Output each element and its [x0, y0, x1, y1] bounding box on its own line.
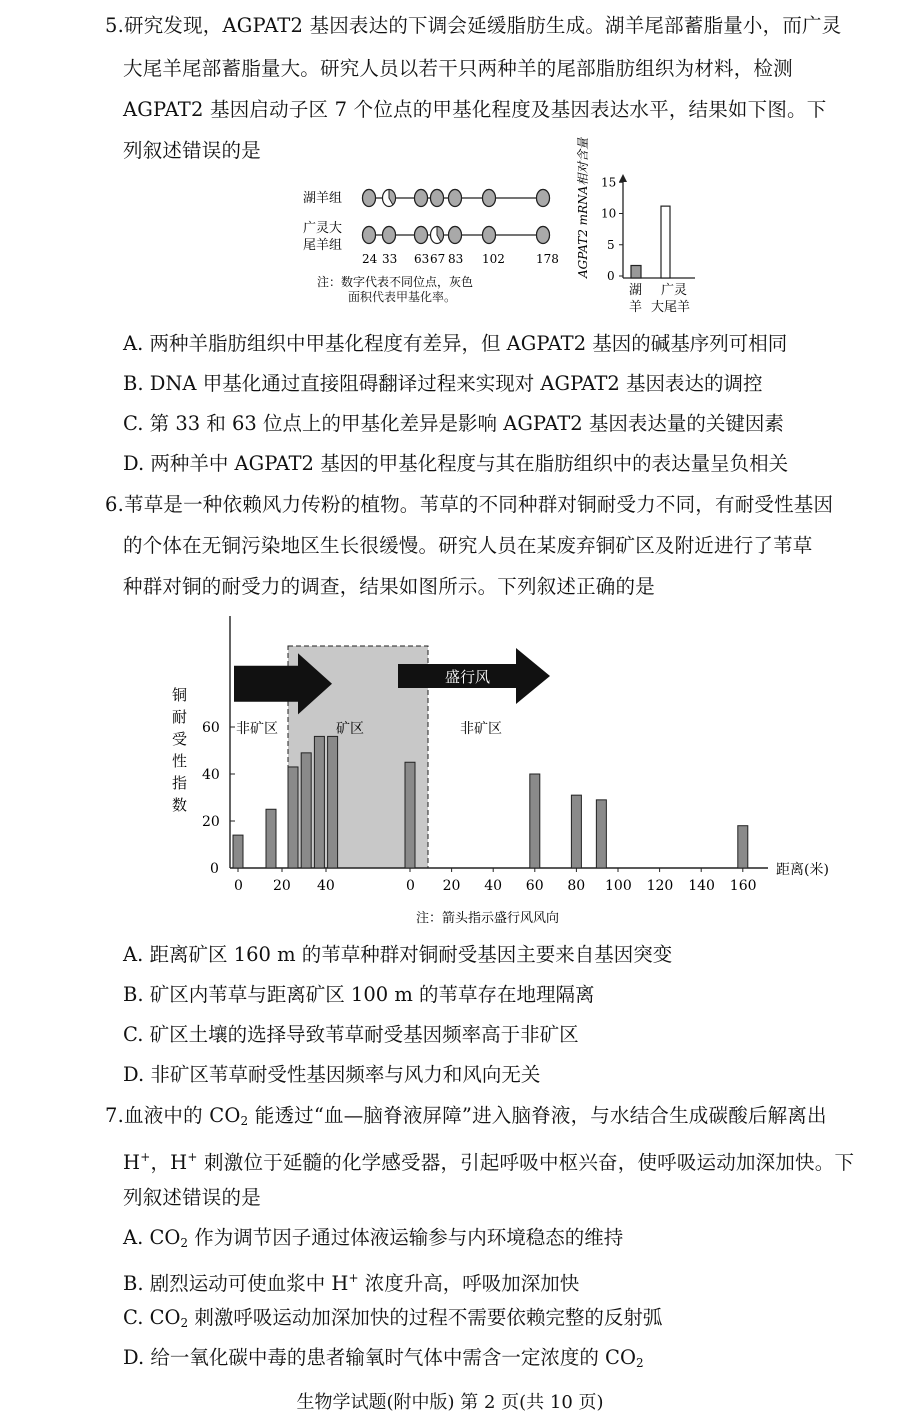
q6-line-1: 苇草是一种依赖风力传粉的植物。苇草的不同种群对铜耐受力不同，有耐受性基因 — [124, 493, 834, 516]
y-tick-label: 40 — [202, 767, 220, 783]
q7-number: 7. — [105, 1104, 125, 1127]
site-position-label: 63 — [414, 252, 430, 266]
y-tick-label: 20 — [202, 814, 220, 830]
q5-line-1: 研究发现，AGPAT2 基因表达的下调会延缓脂肪生成。湖羊尾部蓄脂量小，而广灵 — [124, 14, 842, 37]
q6-option-d: D. 非矿区苇草耐受性基因频率与风力和风向无关 — [123, 1063, 541, 1086]
tolerance-bar — [328, 736, 338, 868]
tolerance-bar — [571, 795, 581, 868]
mrna-tick-label: 15 — [601, 175, 617, 190]
y-label-char: 数 — [172, 796, 188, 814]
tolerance-bar — [405, 762, 415, 868]
x-tick-label: 40 — [317, 878, 335, 894]
q7-option-c: C. $CO_2$ 刺激呼吸运动加深加快的过程不需要依赖完整的反射弧 — [123, 1306, 663, 1330]
site-position-label: 102 — [482, 252, 505, 266]
tolerance-bar — [266, 809, 276, 868]
q6-number: 6. — [105, 493, 125, 516]
q7-line-3: 列叙述错误的是 — [123, 1186, 261, 1209]
methylation-site — [383, 190, 396, 207]
tolerance-bar — [738, 826, 748, 868]
q6-line-2: 的个体在无铜污染地区生长很缓慢。研究人员在某废弃铜矿区及附近进行了苇草 — [123, 534, 813, 557]
q6-option-a: A. 距离矿区 160 m 的苇草种群对铜耐受基因主要来自基因突变 — [123, 943, 673, 966]
q5-line-3: AGPAT2 基因启动子区 7 个位点的甲基化程度及基因表达水平，结果如下图。下 — [123, 98, 827, 121]
y-axis-label — [172, 686, 187, 814]
mrna-tick-label: 5 — [607, 237, 615, 252]
methylation-site — [537, 227, 550, 244]
x-tick-label: 0 — [234, 878, 243, 894]
q7-option-a: A. $CO_2$ 作为调节因子通过体液运输参与内环境稳态的维持 — [123, 1226, 624, 1250]
site-position-label: 83 — [448, 252, 464, 266]
tolerance-bar — [233, 835, 243, 868]
q7-option-b: B. 剧烈运动可使血浆中 H+ 浓度升高，呼吸加深加快 — [123, 1271, 580, 1295]
figure-note-line-2: 面积代表甲基化率。 — [348, 290, 457, 304]
methylation-site — [363, 190, 376, 207]
tolerance-bar — [596, 800, 606, 868]
q5-option-a: A. 两种羊脂肪组织中甲基化程度有差异，但 AGPAT2 基因的碱基序列可相同 — [123, 332, 788, 355]
q7-option-d: D. 给一氧化碳中毒的患者输氧时气体中需含一定浓度的 $CO_2$ — [123, 1346, 644, 1370]
methylation-site — [415, 190, 428, 207]
mrna-x1-l2: 羊 — [629, 300, 643, 315]
methylation-site — [431, 227, 444, 244]
q7-line-1: 血液中的 $CO_2$ 能透过“血—脑脊液屏障”进入脑脊液，与水结合生成碳酸后解离出 — [124, 1104, 827, 1128]
methylation-site — [449, 227, 462, 244]
q5-option-b: B. DNA 甲基化通过直接阻碍翻译过程来实现对 AGPAT2 基因表达的调控 — [123, 372, 763, 395]
x-tick-label: 140 — [688, 878, 715, 894]
x-tick-label: 40 — [484, 878, 503, 894]
mrna-y-arrow — [619, 174, 627, 182]
q6-option-b: B. 矿区内苇草与距离矿区 100 m 的苇草存在地理隔离 — [123, 983, 595, 1006]
x-axis-label: 距离(米) — [776, 862, 829, 878]
region-label-left: 非矿区 — [236, 721, 278, 737]
x-tick-label: 20 — [442, 878, 461, 894]
q5-line-4: 列叙述错误的是 — [123, 139, 261, 162]
page-footer: 生物学试题(附中版) 第 2 页(共 10 页) — [296, 1392, 604, 1413]
methylation-site — [363, 227, 376, 244]
tolerance-bar — [301, 753, 311, 868]
region-label-right: 非矿区 — [460, 721, 502, 737]
copper-tolerance-chart — [160, 610, 850, 930]
mrna-x2-l2: 大尾羊 — [651, 300, 691, 315]
methylation-site — [383, 227, 396, 244]
methylation-figure — [295, 178, 559, 298]
y-label-char: 性 — [172, 752, 188, 770]
group2-label-1: 广灵大 — [303, 221, 343, 236]
methylation-site — [449, 190, 462, 207]
y-label-char: 指 — [172, 774, 188, 792]
chart-note: 注：箭头指示盛行风风向 — [416, 911, 560, 926]
figure-note-1: 注：数字代表不同位点，灰色 — [317, 275, 474, 289]
mrna-x2-l1: 广灵 — [661, 283, 688, 298]
mrna-bar — [661, 206, 670, 278]
mrna-tick-label: 0 — [607, 269, 615, 283]
svg-text:AGPAT2 mRNA相对含量: AGPAT2 mRNA相对含量 — [576, 137, 590, 278]
q6-option-c: C. 矿区土壤的选择导致苇草耐受基因频率高于非矿区 — [123, 1023, 579, 1046]
region-label-mine: 矿区 — [336, 721, 364, 737]
q5-number: 5. — [105, 14, 125, 37]
y-label-char: 耐 — [172, 708, 188, 726]
q5-option-c: C. 第 33 和 63 位点上的甲基化差异是影响 AGPAT2 基因表达量的关键因素 — [123, 412, 784, 435]
y-tick-label: 60 — [202, 720, 220, 736]
site-position-label: 178 — [536, 252, 559, 266]
mrna-x1-l1: 湖 — [629, 283, 643, 298]
q7-line-2: H+，H+ 刺激位于延髓的化学感受器，引起呼吸中枢兴奋，使呼吸运动加深加快。下 — [123, 1150, 855, 1174]
methylation-site — [431, 190, 444, 207]
x-tick-label: 20 — [273, 878, 291, 894]
q5-option-d: D. 两种羊中 AGPAT2 基因的甲基化程度与其在脂肪组织中的表达量呈负相关 — [123, 452, 789, 475]
mrna-tick-label: 10 — [601, 206, 617, 221]
site-position-label: 67 — [430, 252, 446, 266]
x-tick-label: 60 — [525, 878, 544, 894]
mrna-bar-chart — [565, 137, 725, 320]
q6-line-3: 种群对铜的耐受力的调查，结果如图所示。下列叙述正确的是 — [123, 575, 655, 598]
x-tick-label: 100 — [605, 878, 632, 894]
group2-label-2: 尾羊组 — [303, 238, 343, 253]
tolerance-bar — [288, 767, 298, 868]
y-label-char: 受 — [172, 730, 188, 748]
methylation-site — [483, 190, 496, 207]
methylation-site — [415, 227, 428, 244]
mrna-y-axis-label — [576, 137, 590, 279]
tolerance-bar — [530, 774, 540, 868]
y-tick-label: 0 — [210, 861, 219, 877]
x-tick-label: 160 — [729, 878, 757, 894]
methylation-site — [537, 190, 550, 207]
site-position-label: 33 — [382, 252, 398, 266]
site-position-label: 24 — [362, 252, 378, 266]
y-label-char: 铜 — [172, 686, 188, 704]
mrna-bar — [631, 266, 641, 279]
wind-label: 盛行风 — [445, 668, 491, 686]
tolerance-bar — [314, 736, 324, 868]
x-tick-label: 80 — [567, 878, 586, 894]
methylation-site — [483, 227, 496, 244]
q5-line-2: 大尾羊尾部蓄脂量大。研究人员以若干只两种羊的尾部脂肪组织为材料，检测 — [123, 57, 793, 80]
x-tick-label: 0 — [406, 878, 415, 894]
x-tick-label: 120 — [646, 878, 674, 894]
group1-label: 湖羊组 — [303, 191, 343, 206]
